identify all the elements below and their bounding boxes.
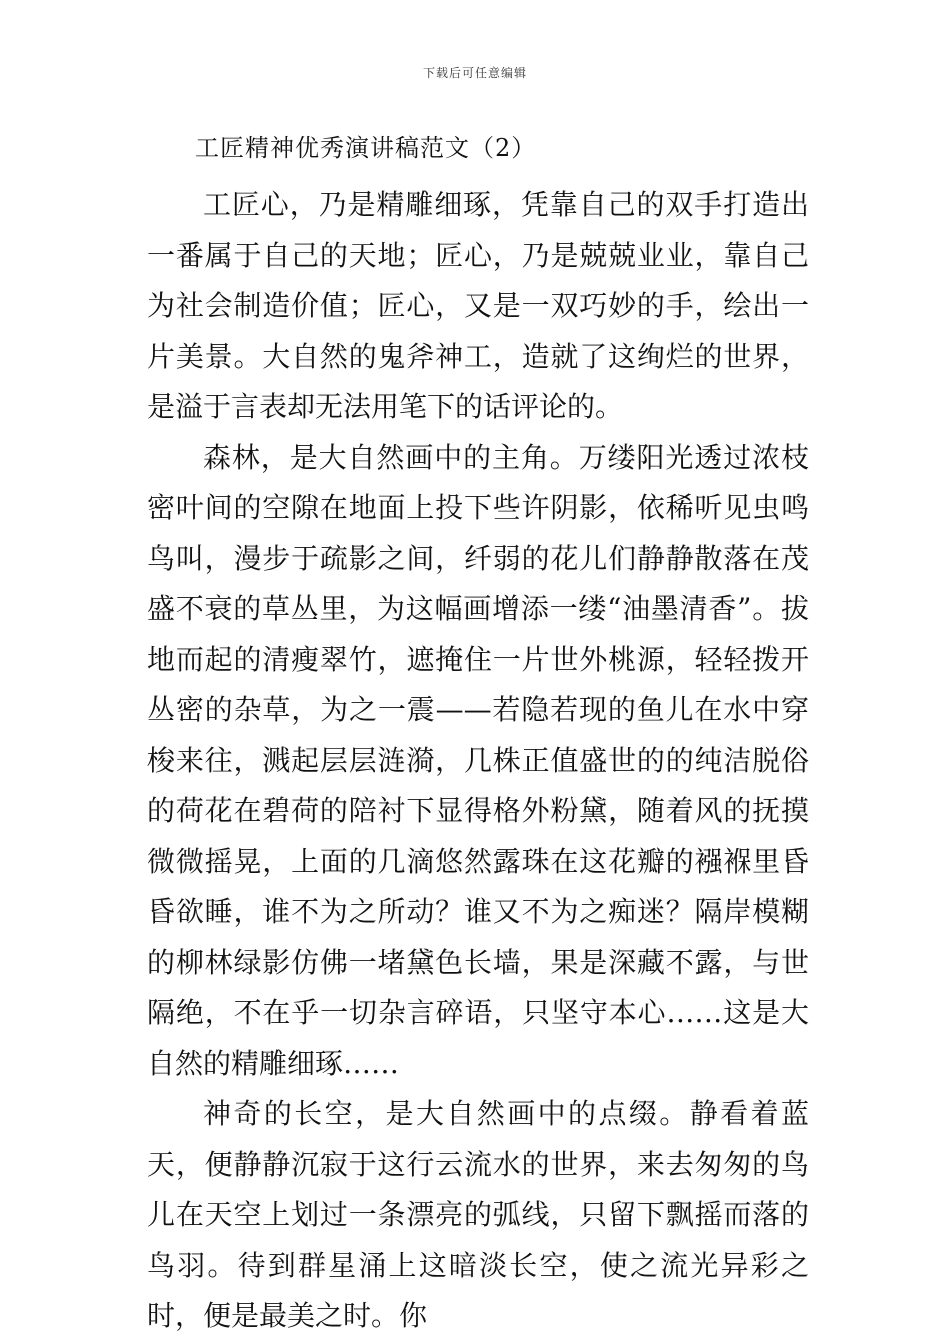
paragraph-1: 工匠心，乃是精雕细琢，凭靠自己的双手打造出一番属于自己的天地；匠心，乃是兢兢业业，靠自己为社会制造价值；匠心，又是一双巧妙的手，绘出一片美景。大自然的鬼斧神工，造就了这绚烂的世界，是溢于言表却无法用笔下的话评论的。: [147, 188, 809, 423]
document-body: [147, 180, 809, 1342]
paragraph-3: 神奇的长空，是大自然画中的点缀。静看着蓝天，便静静沉寂于这行云流水的世界，来去匆匆的鸟儿在天空上划过一条漂亮的弧线，只留下飘摇而落的鸟羽。待到群星涌上这暗淡长空，使之流光异彩之时，便是最美之时。你: [147, 1097, 809, 1332]
header-note: 下载后可任意编辑: [422, 66, 527, 80]
document-title: 工匠精神优秀演讲稿范文（2）: [195, 134, 537, 162]
paragraph-2: 森林，是大自然画中的主角。万缕阳光透过浓枝密叶间的空隙在地面上投下些许阴影，依稀听见虫鸣鸟叫，漫步于疏影之间，纤弱的花儿们静静散落在茂盛不衰的草丛里，为这幅画增添一缕“油墨清香”。拔地而起的清瘦翠竹，遮掩住一片世外桃源，轻轻拨开丛密的杂草，为之一震——若隐若现的鱼儿在水中穿梭来往，溅起层层涟漪，几株正值盛世的的纯洁脱俗的荷花在碧荷的陪衬下显得格外粉黛，随着风的抚摸微微摇晃，上面的几滴悠然露珠在这花瓣的襁褓里昏昏欲睡，谁不为之所动？谁又不为之痴迷？隔岸模糊的柳林绿影仿佛一堵黛色长墙，果是深藏不露，与世隔绝，不在乎一切杂言碎语，只坚守本心……这是大自然的精雕细琢……: [147, 440, 809, 1080]
